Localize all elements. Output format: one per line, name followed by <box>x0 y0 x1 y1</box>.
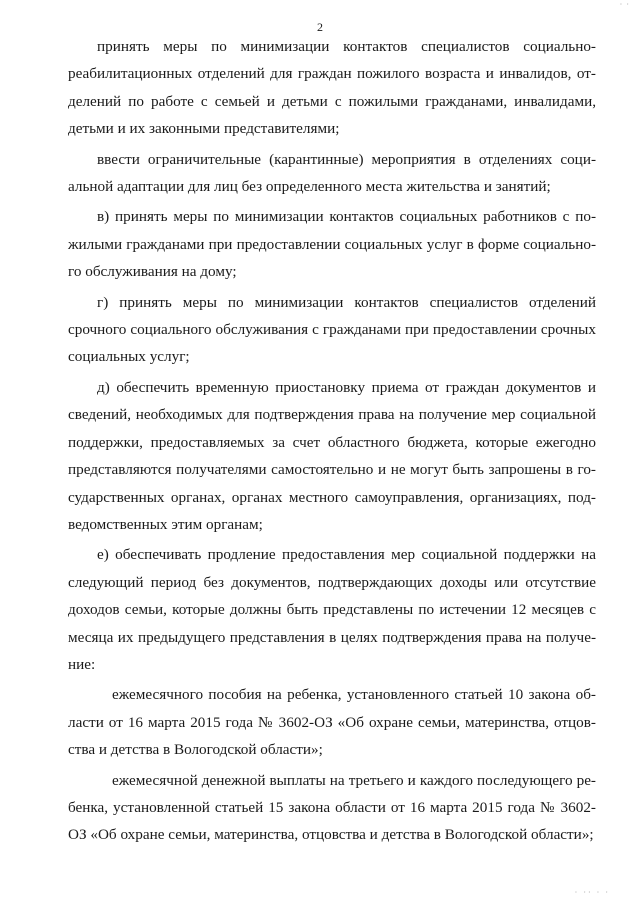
text-line: го обслуживания на дому; <box>68 263 237 281</box>
text-line: ласти от 16 марта 2015 года № 3602-ОЗ «Об охране семьи, материнства, отцов- <box>68 713 596 731</box>
text-line: ства и детства в Вологодской области»; <box>68 741 323 759</box>
text-line: в) принять меры по минимизации контактов социальных работников с по- <box>97 208 596 226</box>
document-body <box>68 33 596 849</box>
text-line: ежемесячной денежной выплаты на третьего и каждого последующего ре- <box>112 771 596 789</box>
paragraph <box>68 33 596 143</box>
paragraph <box>68 767 596 849</box>
paragraph <box>68 541 596 678</box>
text-line: ОЗ «Об охране семьи, материнства, отцовства и детства в Вологодской области»; <box>68 826 594 844</box>
text-line: е) обеспечивать продление предоставления мер социальной поддержки на <box>97 546 596 564</box>
paragraph <box>68 289 596 371</box>
paragraph <box>68 681 596 763</box>
text-line: сударственных органах, органах местного самоуправления, организациях, под- <box>68 488 596 506</box>
text-line: бенка, установленной статьей 15 закона области от 16 марта 2015 года № 3602- <box>68 798 596 816</box>
text-line: ежемесячного пособия на ребенка, установленного статьей 10 закона об- <box>112 686 596 704</box>
text-line: реабилитационных отделений для граждан пожилого возраста и инвалидов, от- <box>68 65 596 83</box>
text-line: сведений, необходимых для подтверждения права на получение мер социальной <box>68 406 596 424</box>
text-line: месяца их предыдущего представления в целях подтверждения права на получе- <box>68 628 596 646</box>
text-line: детьми и их законными представителями; <box>68 120 340 138</box>
text-line: жилыми гражданами при предоставлении социальных услуг в форме социально- <box>68 235 596 253</box>
text-line: следующий период без документов, подтверждающих доходы или отсутствие <box>68 573 596 591</box>
text-line: д) обеспечить временную приостановку приема от граждан документов и <box>97 378 596 396</box>
text-line: доходов семьи, которые должны быть представлены по истечении 12 месяцев с <box>68 601 596 619</box>
paragraph <box>68 146 596 201</box>
footer-scan-mark: · ·· · · <box>574 888 610 897</box>
text-line: поддержки, предоставляемых за счет областного бюджета, которые ежегодно <box>68 433 596 451</box>
corner-scan-mark: · · <box>619 0 630 9</box>
paragraph <box>68 374 596 538</box>
paragraph <box>68 203 596 285</box>
text-line: представляются получателями самостоятельно и не могут быть запрошены в го- <box>68 461 596 479</box>
text-line: срочного социального обслуживания с гражданами при предоставлении срочных <box>68 321 596 339</box>
text-line: альной адаптации для лиц без определенного места жительства и занятий; <box>68 178 551 196</box>
text-line: делений по работе с семьей и детьми с пожилыми гражданами, инвалидами, <box>68 92 596 110</box>
text-line: ние: <box>68 655 96 673</box>
text-line: принять меры по минимизации контактов специалистов социально- <box>97 38 596 55</box>
page-number: 2 <box>317 20 323 34</box>
text-line: ведомственных этим органам; <box>68 515 263 533</box>
text-line: социальных услуг; <box>68 348 190 366</box>
text-line: г) принять меры по минимизации контактов специалистов отделений <box>97 293 596 311</box>
text-line: ввести ограничительные (карантинные) мероприятия в отделениях соци- <box>97 150 596 168</box>
